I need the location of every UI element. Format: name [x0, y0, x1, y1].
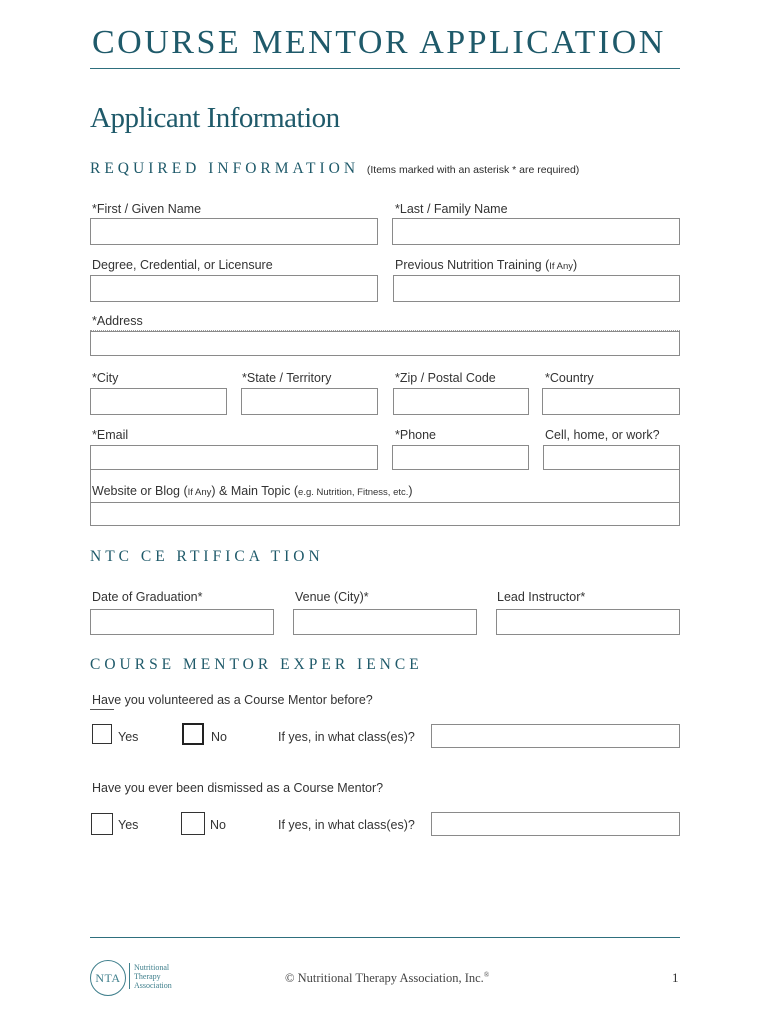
phone-field[interactable] [392, 445, 529, 470]
required-information-heading-text: REQUIRED INFORMATION [90, 160, 360, 177]
state-field[interactable] [241, 388, 378, 415]
phone-label: *Phone [395, 428, 437, 442]
dismissed-yes-checkbox[interactable] [91, 813, 113, 835]
volunteered-yes-checkbox[interactable] [92, 724, 112, 744]
email-label: *Email [92, 428, 129, 442]
dismissed-if-yes-label: If yes, in what class(es)? [278, 818, 415, 832]
graduation-date-label: Date of Graduation* [92, 590, 203, 604]
dismissed-question: Have you ever been dismissed as a Course Mentor? [92, 781, 384, 795]
website-if-any: If Any [187, 487, 212, 498]
dismissed-no-checkbox[interactable] [181, 812, 205, 835]
website-label-text: Website or Blog ( [92, 484, 188, 498]
volunteered-yes-label: Yes [118, 730, 139, 744]
required-information-heading [90, 160, 579, 178]
dismissed-classes-field[interactable] [431, 812, 680, 836]
footer-divider [90, 937, 680, 938]
last-name-field[interactable] [392, 218, 680, 245]
nta-logo: NTA [90, 960, 126, 996]
logo-line-3: Association [134, 981, 172, 990]
country-field[interactable] [542, 388, 680, 415]
email-field[interactable] [90, 445, 378, 470]
city-field[interactable] [90, 388, 227, 415]
previous-training-label-text: Previous Nutrition Training ( [395, 258, 550, 272]
graduation-date-field[interactable] [90, 609, 274, 635]
volunteered-no-checkbox[interactable] [182, 723, 204, 745]
lead-instructor-label: Lead Instructor* [497, 590, 586, 604]
first-name-field[interactable] [90, 218, 378, 245]
dismissed-yes-label: Yes [118, 818, 139, 832]
copyright-text [285, 971, 489, 986]
last-name-label: *Last / Family Name [395, 202, 508, 216]
ntc-certification-heading: NTC CE RTIFICA TION [90, 548, 324, 565]
zip-field[interactable] [393, 388, 529, 415]
section-title-applicant-information: Applicant Information [90, 102, 340, 134]
website-label [92, 484, 413, 498]
volunteered-classes-field[interactable] [431, 724, 680, 748]
required-note: (Items marked with an asterisk * are required) [366, 164, 580, 176]
page-title: COURSE MENTOR APPLICATION [92, 24, 666, 61]
previous-training-if-any: If Any [549, 261, 573, 272]
dismissed-no-label: No [210, 818, 226, 832]
title-divider [90, 68, 680, 69]
website-label-end: ) [408, 484, 413, 498]
registered-mark: ® [483, 971, 490, 979]
logo-line-1: Nutritional [134, 963, 170, 972]
country-label: *Country [545, 371, 594, 385]
previous-training-field[interactable] [393, 275, 680, 302]
address-label: *Address [92, 314, 143, 328]
volunteered-question-underline [90, 709, 114, 710]
phone-type-label: Cell, home, or work? [545, 428, 660, 442]
venue-label: Venue (City)* [295, 590, 369, 604]
venue-field[interactable] [293, 609, 477, 635]
degree-field[interactable] [90, 275, 378, 302]
volunteered-question: Have you volunteered as a Course Mentor before? [92, 693, 373, 707]
logo-line-2: Therapy [134, 972, 161, 981]
first-name-label: *First / Given Name [92, 202, 202, 216]
address-field[interactable] [90, 331, 680, 356]
page-number: 1 [672, 970, 679, 985]
state-label: *State / Territory [242, 371, 332, 385]
volunteered-no-label: No [211, 730, 227, 744]
website-field[interactable] [90, 502, 680, 526]
phone-type-field[interactable] [543, 445, 680, 470]
previous-training-label [395, 258, 577, 272]
nta-logo-text [134, 963, 172, 990]
lead-instructor-field[interactable] [496, 609, 680, 635]
previous-training-label-end: ) [573, 258, 578, 272]
city-label: *City [92, 371, 119, 385]
degree-label: Degree, Credential, or Licensure [92, 258, 273, 272]
zip-label: *Zip / Postal Code [395, 371, 496, 385]
volunteered-if-yes-label: If yes, in what class(es)? [278, 730, 415, 744]
website-topic-example: e.g. Nutrition, Fitness, etc. [298, 487, 409, 498]
course-mentor-experience-heading: COURSE MENTOR EXPER IENCE [90, 656, 423, 673]
website-main-topic-text: ) & Main Topic ( [211, 484, 299, 498]
copyright-label: © Nutritional Therapy Association, Inc. [285, 971, 484, 986]
nta-logo-divider [129, 963, 130, 989]
